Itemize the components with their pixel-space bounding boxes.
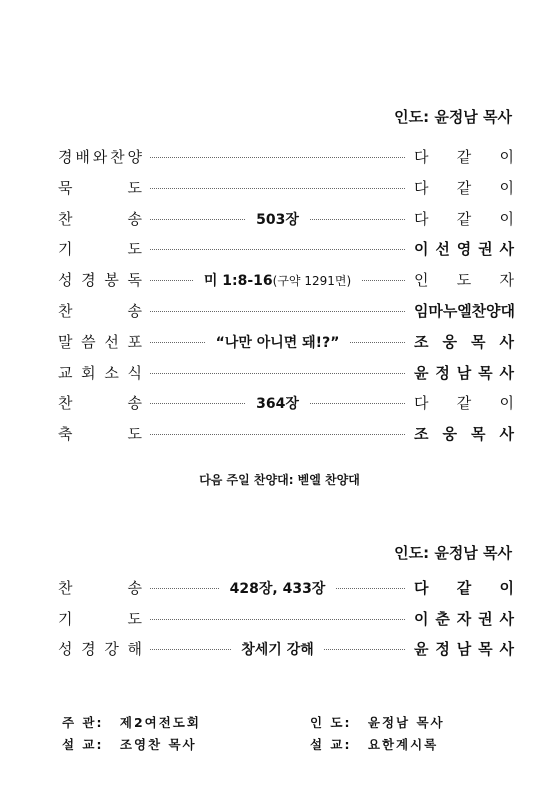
order-item-label: 찬 송: [58, 394, 142, 413]
order-item-detail: 364장: [150, 392, 405, 414]
section1-row: [0, 392, 559, 414]
section2-row: [0, 638, 559, 660]
footer-host-label: 주 관:: [62, 715, 104, 730]
order-item-label: 기 도: [58, 609, 142, 628]
section1-row: [0, 269, 559, 291]
section1-row: [0, 146, 559, 168]
footer-host-value: 제2여전도회: [119, 715, 201, 730]
section1-row: [0, 423, 559, 445]
order-item-person: 인 도 자: [414, 271, 514, 290]
order-item-label: 축 도: [58, 425, 142, 444]
section1-row: [0, 238, 559, 260]
footer-lead-value: 윤정남 목사: [367, 715, 445, 730]
order-item-detail: 428장, 433장: [150, 577, 405, 599]
footer-sermon: [62, 735, 197, 753]
order-item-detail: 창세기 강해: [150, 638, 405, 660]
order-item-person: 다 같 이: [414, 394, 514, 413]
section2-row: [0, 577, 559, 599]
order-item-label: 성 경 봉 독: [58, 271, 142, 290]
dot-leader: [150, 373, 405, 374]
dot-leader: [150, 434, 405, 435]
section2-row: [0, 608, 559, 630]
order-item-label: 찬 송: [58, 302, 142, 320]
footer-lead-label: 인 도:: [310, 715, 352, 730]
section1-row: [0, 362, 559, 384]
dot-leader: [150, 311, 405, 312]
order-item-person: 윤 정 남 목 사: [414, 363, 514, 382]
order-item-label: 말 씀 선 포: [58, 332, 142, 351]
order-item-label: 기 도: [58, 240, 142, 259]
order-item-label: 성 경 강 해: [58, 640, 142, 658]
order-item-label: 교 회 소 식: [58, 363, 142, 382]
section1-row: [0, 208, 559, 230]
dot-leader: [150, 157, 405, 158]
order-item-label: 묵 도: [58, 178, 142, 197]
footer-sermon-value: 조영찬 목사: [119, 737, 197, 752]
order-item-person: 임 마 누 엘 찬 양 대: [414, 302, 514, 320]
order-item-label: 경 배 와 찬 양: [58, 148, 142, 166]
order-item-person: 다 같 이: [414, 579, 514, 597]
section1-leader: 인도: 윤정남 목사: [394, 108, 512, 126]
order-item-person: 이 선 영 권 사: [414, 240, 514, 259]
footer-text-label: 설 교:: [310, 737, 352, 752]
footer-host: [62, 713, 201, 731]
section1-row: [0, 177, 559, 199]
order-item-label: 찬 송: [58, 209, 142, 228]
order-item-person: 다 같 이: [414, 209, 514, 228]
dot-leader: [150, 619, 405, 620]
order-item-detail: “나만 아니면 돼!?”: [150, 331, 405, 353]
order-item-person: 다 같 이: [414, 178, 514, 197]
order-item-detail: 503장: [150, 208, 405, 230]
footer-text-value: 요한계시록: [367, 737, 439, 752]
section2-leader: 인도: 윤정남 목사: [394, 544, 512, 562]
footer-text: [310, 735, 438, 753]
order-item-person: 다 같 이: [414, 148, 514, 166]
order-item-detail: 미 1:8-16(구약 1291면): [150, 269, 405, 291]
footer-lead: [310, 713, 445, 731]
dot-leader: [150, 249, 405, 250]
order-item-person: 이 춘 자 권 사: [414, 609, 514, 628]
dot-leader: [150, 188, 405, 189]
order-item-label: 찬 송: [58, 579, 142, 597]
section1-row: [0, 300, 559, 322]
footer-sermon-label: 설 교:: [62, 737, 104, 752]
order-item-person: 윤 정 남 목 사: [414, 640, 514, 658]
order-item-person: 조 웅 목 사: [414, 425, 514, 444]
section1-row: [0, 331, 559, 353]
order-item-person: 조 웅 목 사: [414, 332, 514, 351]
next-week-choir: 다음 주일 찬양대: 벧엘 찬양대: [199, 473, 360, 487]
